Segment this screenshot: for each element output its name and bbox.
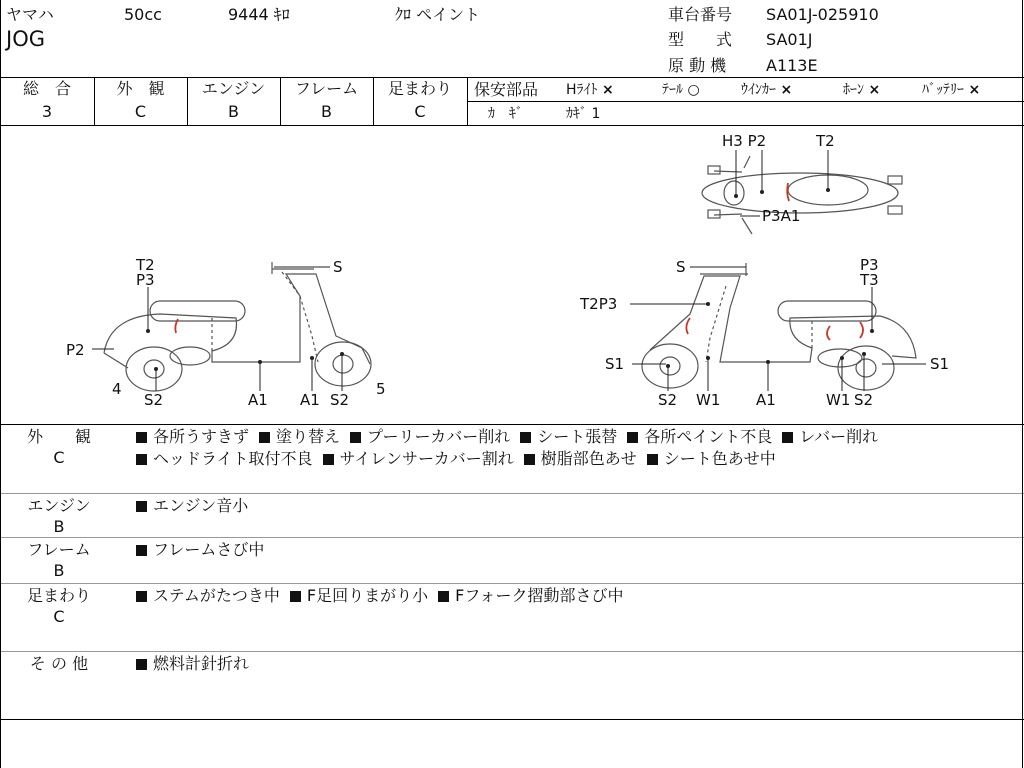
- remark-text: 各所うすきず: [153, 427, 250, 446]
- mileage: 9444 ｷﾛ: [228, 5, 290, 24]
- divider: [0, 537, 1024, 538]
- grade-value: C: [414, 102, 426, 121]
- divider: [467, 77, 468, 125]
- remark-item: [438, 586, 623, 605]
- bullet-square-icon: [136, 659, 147, 670]
- bullet-square-icon: [136, 545, 147, 556]
- type-label: 型 式: [668, 30, 733, 49]
- bullet-square-icon: [323, 454, 334, 465]
- remark-text: 塗り替え: [276, 427, 341, 446]
- grade-value: B: [228, 102, 239, 121]
- divider: [0, 583, 1024, 584]
- remark-text: シート色あせ中: [663, 449, 776, 468]
- bullet-square-icon: [782, 432, 793, 443]
- remark-item: [524, 449, 637, 468]
- remark-item: [136, 540, 264, 559]
- remark-text: Fフォーク摺動部さび中: [455, 586, 624, 605]
- remark-text: 各所ペイント不良: [644, 427, 773, 446]
- remark-grade: B: [53, 561, 65, 580]
- remark-item: [350, 427, 510, 446]
- divider: [0, 719, 1024, 720]
- engine-label: 原 動 機: [668, 56, 727, 75]
- maker: ヤマハ: [6, 5, 54, 24]
- bullet-square-icon: [647, 454, 658, 465]
- bullet-square-icon: [350, 432, 361, 443]
- remark-item: [136, 654, 249, 673]
- grade-header: 総 合: [22, 79, 71, 98]
- remark-grade: C: [53, 607, 65, 626]
- remark-line: [136, 450, 786, 468]
- divider: [1022, 0, 1023, 768]
- grade-value: C: [134, 102, 147, 121]
- remark-item: [259, 427, 340, 446]
- remark-category: フレーム: [27, 540, 91, 559]
- remark-item: [520, 427, 617, 446]
- grade-header: フレーム: [294, 79, 359, 98]
- label-t3: T3: [860, 271, 879, 289]
- remark-line: [136, 541, 274, 559]
- label-s: S: [676, 258, 686, 276]
- remark-category: そ の 他: [29, 654, 89, 673]
- divider: [0, 0, 1, 768]
- divider: [0, 493, 1024, 494]
- grade-value: B: [321, 102, 332, 121]
- remark-item: [782, 427, 878, 446]
- safety-item: ﾎｰﾝ ×: [843, 82, 881, 98]
- label-p3a1: P3A1: [762, 207, 801, 225]
- remark-text: サイレンサーカバー割れ: [339, 449, 514, 468]
- remark-text: F足回りまがり小: [306, 586, 429, 605]
- remark-text: ヘッドライト取付不良: [153, 449, 313, 468]
- label-s1: S1: [605, 355, 625, 373]
- label-p2: P2: [66, 341, 85, 359]
- model-name: JOG: [6, 27, 45, 51]
- bullet-square-icon: [136, 432, 147, 443]
- remark-item: [136, 427, 249, 446]
- remark-text: フレームさび中: [153, 540, 265, 559]
- remark-item: [136, 586, 280, 605]
- grade-header: 足まわり: [387, 79, 452, 98]
- label-a1: A1: [300, 391, 320, 409]
- safety-label: 保安部品: [474, 80, 539, 99]
- remark-text: エンジン音小: [153, 496, 249, 515]
- bullet-square-icon: [438, 591, 449, 602]
- grade-header: 外 観: [116, 79, 165, 98]
- remark-item: [290, 586, 428, 605]
- remark-category: 外 観: [26, 427, 91, 446]
- label-s: S: [333, 258, 343, 276]
- label-s2: S2: [144, 391, 164, 409]
- bullet-square-icon: [524, 454, 535, 465]
- bullet-square-icon: [136, 454, 147, 465]
- safety-item: ﾊﾞｯﾃﾘｰ ×: [922, 82, 981, 98]
- remark-text: 樹脂部色あせ: [540, 449, 637, 468]
- label-p3: P3: [136, 271, 155, 289]
- divider: [0, 651, 1024, 652]
- engine-value: A113E: [766, 56, 818, 75]
- remark-grade: C: [53, 448, 65, 467]
- divider: [0, 77, 1024, 78]
- remark-text: 燃料計針折れ: [153, 654, 250, 673]
- safety-item: Hﾗｲﾄ ×: [566, 82, 614, 98]
- remark-item: [136, 449, 313, 468]
- remark-line: [136, 428, 888, 446]
- remark-line: [136, 497, 258, 515]
- remark-category: 足まわり: [26, 586, 91, 605]
- remark-text: プーリーカバー削れ: [367, 427, 511, 446]
- label-w1: W1: [826, 391, 851, 409]
- label-t2: T2: [136, 256, 155, 274]
- label-t2p3: T2P3: [580, 295, 618, 313]
- remark-item: [136, 496, 248, 515]
- divider: [0, 424, 1024, 425]
- grade-header: エンジン: [201, 79, 266, 98]
- frame-no: SA01J-025910: [766, 5, 879, 24]
- remark-text: シート張替: [537, 427, 618, 446]
- key-label: ｶ ｷﾞ: [488, 106, 523, 122]
- type-value: SA01J: [766, 30, 813, 49]
- key-value: ｶｷﾞ 1: [566, 106, 601, 122]
- bullet-square-icon: [520, 432, 531, 443]
- label-s2: S2: [854, 391, 874, 409]
- remark-line: [136, 587, 634, 605]
- label-t2: T2: [816, 132, 835, 150]
- divider: [467, 101, 1024, 102]
- damage-marks: [175, 183, 863, 340]
- label-s2: S2: [658, 391, 678, 409]
- bullet-square-icon: [290, 591, 301, 602]
- safety-item: ﾃｰﾙ ○: [662, 82, 700, 98]
- bullet-square-icon: [259, 432, 270, 443]
- bullet-square-icon: [136, 501, 147, 512]
- scooter-top-view: [702, 156, 902, 234]
- leader-lines: [92, 150, 926, 391]
- remark-category: エンジン: [27, 496, 91, 515]
- label-4: 4: [112, 380, 122, 398]
- label-w1: W1: [696, 391, 721, 409]
- displacement: 50cc: [124, 5, 162, 24]
- label-s1: S1: [930, 355, 950, 373]
- label-a1: A1: [756, 391, 776, 409]
- remark-grade: B: [53, 517, 65, 536]
- body-color: ｸﾛ ペイント: [395, 5, 481, 24]
- remark-text: ステムがたつき中: [153, 586, 280, 605]
- label-h3p2: H3 P2: [722, 132, 767, 150]
- grade-value: 3: [41, 102, 53, 121]
- bullet-square-icon: [136, 591, 147, 602]
- label-s2: S2: [330, 391, 350, 409]
- label-a1: A1: [248, 391, 268, 409]
- remark-item: [627, 427, 772, 446]
- bullet-square-icon: [627, 432, 638, 443]
- remark-item: [323, 449, 514, 468]
- frame-no-label: 車台番号: [668, 5, 733, 24]
- remark-line: [136, 655, 259, 673]
- label-5: 5: [376, 380, 386, 398]
- safety-item: ｳｲﾝｶｰ ×: [741, 82, 793, 98]
- scooter-damage-diagram: [0, 126, 1024, 424]
- label-p3: P3: [860, 256, 879, 274]
- remark-item: [647, 449, 776, 468]
- remark-text: レバー削れ: [799, 427, 879, 446]
